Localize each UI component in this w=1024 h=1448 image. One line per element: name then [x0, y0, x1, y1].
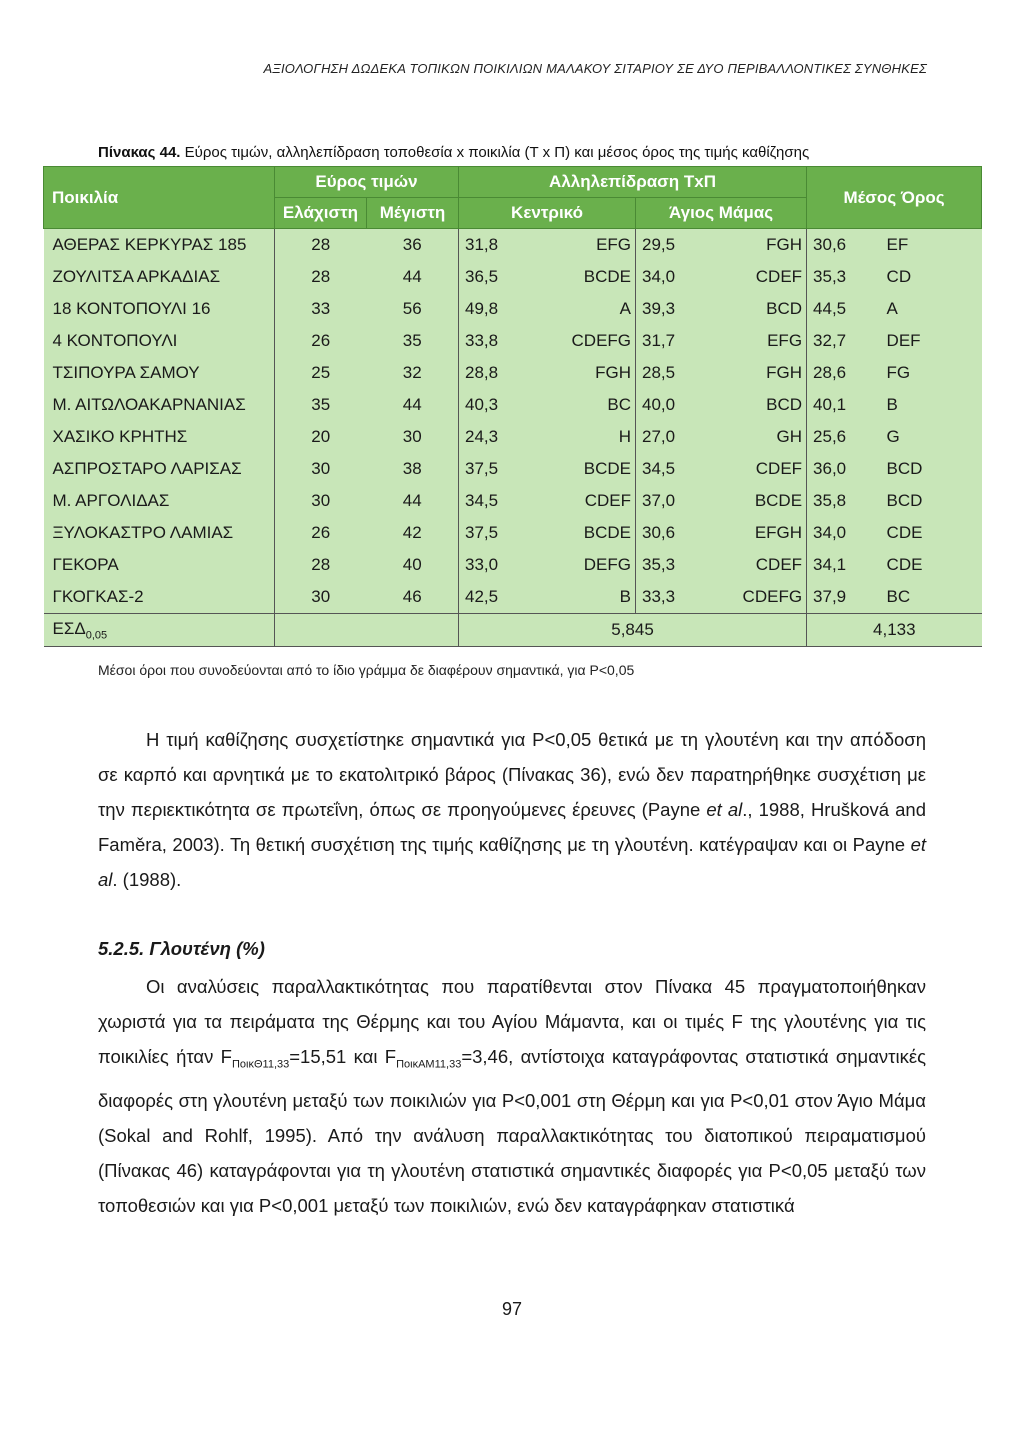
central-group: A [549, 293, 636, 325]
mean-value: 35,8 [807, 485, 887, 517]
mean-value: 34,0 [807, 517, 887, 549]
lsd-interaction-value: 5,845 [459, 614, 807, 647]
variety-name: 4 ΚΟΝΤΟΠΟΥΛΙ [44, 325, 275, 357]
page-number: 97 [501, 1299, 523, 1319]
variety-name: ΞΥΛΟΚΑΣΤΡΟ ΛΑΜΙΑΣ [44, 517, 275, 549]
lsd-mean-value: 4,133 [807, 614, 982, 647]
table-row [44, 293, 982, 325]
variety-name: ΑΘΕΡΑΣ ΚΕΡΚΥΡΑΣ 185 [44, 229, 275, 262]
range-min: 26 [275, 325, 367, 357]
table-note: Μέσοι όροι που συνοδεύονται από το ίδιο γράμμα δε διαφέρουν σημαντικά, για P<0,05 [98, 662, 635, 678]
mean-group: DEF [887, 325, 982, 357]
range-max: 36 [367, 229, 459, 262]
range-max: 32 [367, 357, 459, 389]
range-max: 46 [367, 581, 459, 614]
variety-name: ΑΣΠΡΟΣΤΑΡΟ ΛΑΡΙΣΑΣ [44, 453, 275, 485]
range-max: 38 [367, 453, 459, 485]
central-value: 37,5 [459, 517, 549, 549]
range-max: 56 [367, 293, 459, 325]
mean-value: 40,1 [807, 389, 887, 421]
variety-name: ΓΕΚΟΡΑ [44, 549, 275, 581]
agios-group: GH [716, 421, 807, 453]
agios-value: 33,3 [636, 581, 716, 614]
variety-name: Μ. ΑΙΤΩΛΟΑΚΑΡΝΑΝΙΑΣ [44, 389, 275, 421]
mean-group: BC [887, 581, 982, 614]
agios-group: BCD [716, 293, 807, 325]
central-group: H [549, 421, 636, 453]
agios-group: BCDE [716, 485, 807, 517]
table-body [44, 229, 982, 614]
mean-group: CD [887, 261, 982, 293]
range-max: 30 [367, 421, 459, 453]
range-min: 20 [275, 421, 367, 453]
central-group: CDEF [549, 485, 636, 517]
lsd-range-empty [275, 614, 459, 647]
mean-value: 35,3 [807, 261, 887, 293]
agios-value: 40,0 [636, 389, 716, 421]
range-max: 44 [367, 261, 459, 293]
mean-value: 32,7 [807, 325, 887, 357]
range-max: 44 [367, 389, 459, 421]
mean-group: BCD [887, 485, 982, 517]
central-value: 49,8 [459, 293, 549, 325]
header-agios: Άγιος Μάμας [636, 198, 807, 229]
agios-group: CDEF [716, 453, 807, 485]
range-max: 44 [367, 485, 459, 517]
agios-value: 34,0 [636, 261, 716, 293]
central-group: BCDE [549, 261, 636, 293]
variety-name: ΖΟΥΛΙΤΣΑ ΑΡΚΑΔΙΑΣ [44, 261, 275, 293]
mean-group: EF [887, 229, 982, 262]
mean-value: 28,6 [807, 357, 887, 389]
central-value: 36,5 [459, 261, 549, 293]
agios-value: 34,5 [636, 453, 716, 485]
agios-value: 28,5 [636, 357, 716, 389]
header-interaction: Αλληλεπίδραση ΤxΠ [459, 167, 807, 198]
mean-group: CDE [887, 517, 982, 549]
mean-group: A [887, 293, 982, 325]
table-row [44, 485, 982, 517]
table-caption-label: Πίνακας 44. [98, 144, 181, 161]
central-value: 42,5 [459, 581, 549, 614]
table-caption [98, 144, 809, 161]
agios-value: 27,0 [636, 421, 716, 453]
range-min: 30 [275, 485, 367, 517]
table-row [44, 325, 982, 357]
agios-value: 31,7 [636, 325, 716, 357]
range-min: 33 [275, 293, 367, 325]
range-min: 25 [275, 357, 367, 389]
header-min: Ελάχιστη [275, 198, 367, 229]
range-min: 28 [275, 549, 367, 581]
agios-group: BCD [716, 389, 807, 421]
agios-value: 39,3 [636, 293, 716, 325]
mean-group: G [887, 421, 982, 453]
central-group: BCDE [549, 453, 636, 485]
mean-value: 34,1 [807, 549, 887, 581]
agios-group: CDEF [716, 261, 807, 293]
section-heading: 5.2.5. Γλουτένη (%) [98, 938, 265, 959]
mean-value: 36,0 [807, 453, 887, 485]
mean-group: B [887, 389, 982, 421]
table-row [44, 581, 982, 614]
central-value: 24,3 [459, 421, 549, 453]
range-min: 35 [275, 389, 367, 421]
lsd-label: $E\Sigma\Delta_{0,05}$ [44, 614, 275, 647]
table-row [44, 517, 982, 549]
header-mean: Μέσος Όρος [807, 167, 982, 229]
agios-group: FGH [716, 229, 807, 262]
mean-value: 30,6 [807, 229, 887, 262]
central-group: BCDE [549, 517, 636, 549]
agios-value: 35,3 [636, 549, 716, 581]
central-group: EFG [549, 229, 636, 262]
variety-name: 18 ΚΟΝΤΟΠΟΥΛΙ 16 [44, 293, 275, 325]
central-value: 33,0 [459, 549, 549, 581]
range-min: 26 [275, 517, 367, 549]
central-value: 28,8 [459, 357, 549, 389]
agios-value: 37,0 [636, 485, 716, 517]
central-value: 31,8 [459, 229, 549, 262]
range-min: 28 [275, 229, 367, 262]
header-central: Κεντρικό [459, 198, 636, 229]
central-group: BC [549, 389, 636, 421]
table-caption-text: Εύρος τιμών, αλληλεπίδραση τοποθεσία x ποικιλία (Τ x Π) και μέσος όρος της τιμής καθίζησης [184, 144, 810, 161]
mean-value: 37,9 [807, 581, 887, 614]
agios-value: 29,5 [636, 229, 716, 262]
agios-group: CDEF [716, 549, 807, 581]
mean-group: FG [887, 357, 982, 389]
agios-group: CDEFG [716, 581, 807, 614]
table-row [44, 261, 982, 293]
mean-group: CDE [887, 549, 982, 581]
central-value: 33,8 [459, 325, 549, 357]
range-max: 42 [367, 517, 459, 549]
variety-name: ΤΣΙΠΟΥΡΑ ΣΑΜΟΥ [44, 357, 275, 389]
range-min: 30 [275, 581, 367, 614]
header-variety: Ποικιλία [44, 167, 275, 229]
variety-name: Μ. ΑΡΓΟΛΙΔΑΣ [44, 485, 275, 517]
table-row [44, 421, 982, 453]
range-max: 35 [367, 325, 459, 357]
running-header: ΑΞΙΟΛΟΓΗΣΗ ΔΩΔΕΚΑ ΤΟΠΙΚΩΝ ΠΟΙΚΙΛΙΩΝ ΜΑΛΑΚΟΥ ΣΙΤΑΡΙΟΥ ΣΕ ΔΥΟ ΠΕΡΙΒΑΛΛΟΝΤΙΚΕΣ ΣΥΝΘΗΚΕΣ [263, 61, 927, 76]
range-max: 40 [367, 549, 459, 581]
table-row [44, 549, 982, 581]
table-row [44, 453, 982, 485]
mean-value: 44,5 [807, 293, 887, 325]
header-max: Μέγιστη [367, 198, 459, 229]
mean-value: 25,6 [807, 421, 887, 453]
paragraph-2: Οι αναλύσεις παραλλακτικότητας που παρατίθενται στον Πίνακα 45 πραγματοποιήθηκαν χωριστά για τα πειράματα της Θέρμης και του Αγίου Μάμαντα, και οι τιμές F της γλουτένης για τις ποικιλίες ήταν $F_{\Pi o\iota\kappa\Theta 11,33}=15,51$ και $F_{\Pi o\iota\kappa AM11,33}=3,46$, αντίστοιχα καταγράφοντας στατιστικά σημαντικές διαφορές στη γλουτένη μεταξύ των ποικιλιών για P<0,001 στη Θέρμη και για P<0,01 στον Άγιο Μάμα (Sokal and Rohlf, 1995). Από την ανάλυση παραλλακτικότητας του διατοπικού πειραματισμού (Πίνακας 46) καταγράφονται για τη γλουτένη στατιστικά σημαντικές διαφορές για P<0,05 μεταξύ των τοποθεσιών και για P<0,001 μεταξύ των ποικιλιών, ενώ δεν καταγράφηκαν στατιστικά [98, 976, 926, 1216]
paragraph-1: Η τιμή καθίζησης συσχετίστηκε σημαντικά για P<0,05 θετικά με τη γλουτένη και την απόδοση σε καρπό και αρνητικά με το εκατολιτρικό βάρος (Πίνακας 36), ενώ δεν παρατηρήθηκε συσχέτιση με την περιεκτικότητα σε πρωτεΐνη, όπως σε προηγούμενες έρευνες (Payne et al., 1988, Hrušková and Faměra, 2003). Τη θετική συσχέτιση της τιμής καθίζησης με τη γλουτένη. κατέγραψαν και οι Payne et al. (1988). [98, 729, 927, 890]
lsd-row [44, 614, 982, 647]
central-group: CDEFG [549, 325, 636, 357]
agios-group: EFG [716, 325, 807, 357]
agios-value: 30,6 [636, 517, 716, 549]
table-row [44, 389, 982, 421]
variety-name: ΧΑΣΙΚΟ ΚΡΗΤΗΣ [44, 421, 275, 453]
sedimentation-table [43, 166, 981, 647]
agios-group: EFGH [716, 517, 807, 549]
range-min: 28 [275, 261, 367, 293]
agios-group: FGH [716, 357, 807, 389]
central-value: 40,3 [459, 389, 549, 421]
table-row [44, 357, 982, 389]
central-value: 37,5 [459, 453, 549, 485]
table-row [44, 229, 982, 262]
central-group: B [549, 581, 636, 614]
central-group: DEFG [549, 549, 636, 581]
range-min: 30 [275, 453, 367, 485]
variety-name: ΓΚΟΓΚΑΣ-2 [44, 581, 275, 614]
mean-group: BCD [887, 453, 982, 485]
central-value: 34,5 [459, 485, 549, 517]
header-range: Εύρος τιμών [275, 167, 459, 198]
central-group: FGH [549, 357, 636, 389]
